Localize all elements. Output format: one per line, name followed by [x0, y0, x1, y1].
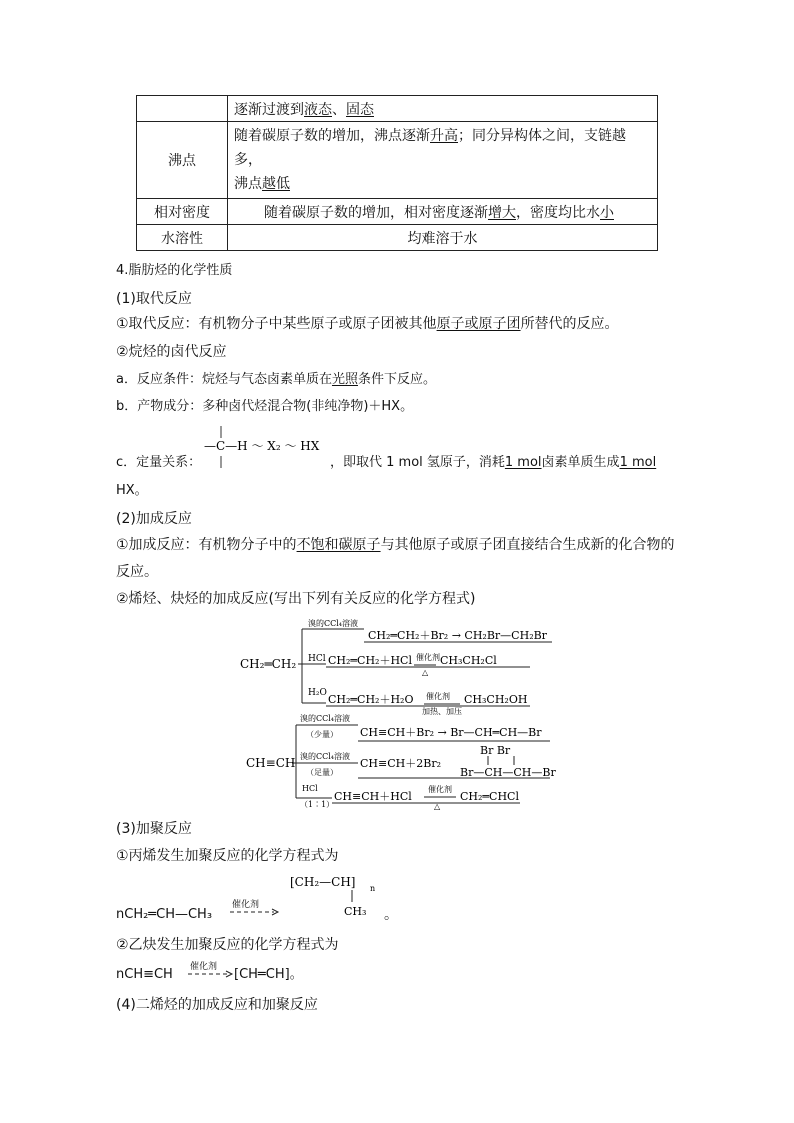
reagent-label: （1∶1） — [300, 800, 335, 809]
reagent-label: 溴的CCl₄溶液 — [300, 752, 351, 761]
reagent-label: HCl — [308, 654, 326, 664]
table-cell-value: 随着碳原子数的增加，相对密度逐渐增大，密度均比水小 — [228, 199, 658, 225]
equation-rhs: Br—CH—CH—Br — [460, 766, 556, 779]
quant-formula — [200, 426, 340, 470]
reaction-arrow — [186, 970, 236, 978]
equation-lhs: CH≡CH＋2Br₂ — [360, 757, 441, 770]
table-row — [137, 122, 658, 199]
condition: 催化剂 — [190, 962, 218, 972]
table-cell-label: 沸点 — [137, 122, 228, 199]
table-cell-value: 逐渐过渡到液态、固态 — [228, 96, 658, 122]
equation-lhs: CH₂═CH₂＋H₂O — [328, 693, 414, 706]
polymer-n: n — [370, 884, 376, 893]
condition: 催化剂 — [416, 653, 440, 662]
paragraph: HX。 — [116, 483, 148, 498]
section-title: 4.脂肪烃的化学性质 — [116, 263, 233, 278]
condition: 催化剂 — [426, 692, 450, 701]
heading-polymerization: (3)加聚反应 — [116, 821, 192, 837]
condition: △ — [422, 668, 429, 677]
equation-lhs: nCH₂═CH—CH₃ — [116, 907, 213, 922]
reagent-label: （足量） — [306, 768, 338, 777]
reagent-label: H₂O — [308, 688, 327, 698]
table-cell-value: 均难溶于水 — [228, 225, 658, 251]
paragraph: ②烯烃、炔烃的加成反应(写出下列有关反应的化学方程式) — [116, 591, 476, 607]
table-row — [137, 96, 658, 122]
equation: CH≡CH＋Br₂ → Br—CH═CH—Br — [360, 726, 542, 739]
equation-rhs: CH₃CH₂OH — [464, 693, 528, 706]
equation-rhs: CH₃CH₂Cl — [440, 654, 497, 667]
equation: CH₂═CH₂＋Br₂ → CH₂Br—CH₂Br — [368, 629, 547, 642]
addition-reaction-diagram — [240, 615, 570, 810]
condition: 催化剂 — [428, 785, 452, 794]
table-row — [137, 225, 658, 251]
condition: 催化剂 — [232, 900, 260, 910]
heading-substitution: (1)取代反应 — [116, 291, 192, 307]
polymer-repeat-unit: [CH₂—CH] — [290, 875, 356, 889]
table-cell-label: 相对密度 — [137, 199, 228, 225]
paragraph: a．反应条件：烷烃与气态卤素单质在光照条件下反应。 — [116, 372, 436, 387]
reagent-label: 溴的CCl₄溶液 — [300, 714, 351, 723]
equation-rhs: CH₂═CHCl — [460, 790, 519, 803]
table-cell-label: 水溶性 — [137, 225, 228, 251]
heading-diene: (4)二烯烃的加成反应和加聚反应 — [116, 997, 318, 1013]
polymer-product: [CH═CH]。 — [234, 967, 303, 982]
table-cell-value: 随着碳原子数的增加，沸点逐渐升高；同分异构体之间，支链越多， 沸点越低 — [228, 122, 658, 199]
equation-lhs: nCH≡CH — [116, 967, 173, 982]
table-cell-label — [137, 96, 228, 122]
polymer-structure — [288, 870, 388, 920]
equation-substituent: Br Br — [480, 744, 511, 757]
ethene-label: CH₂═CH₂ — [240, 657, 297, 671]
paragraph: b．产物成分：多种卤代烃混合物(非纯净物)＋HX。 — [116, 399, 414, 414]
heading-addition: (2)加成反应 — [116, 511, 192, 527]
paragraph: ①丙烯发生加聚反应的化学方程式为 — [116, 848, 339, 864]
reagent-label: （少量） — [306, 730, 338, 739]
paragraph: ，即取代 1 mol 氢原子，消耗1 mol卤素单质生成1 mol — [330, 455, 657, 470]
paragraph: ①加成反应：有机物分子中的不饱和碳原子与其他原子或原子团直接结合生成新的化合物的 — [116, 537, 675, 553]
table-row — [137, 199, 658, 225]
paragraph: c．定量关系： — [116, 455, 202, 470]
equation-lhs: CH₂═CH₂＋HCl — [328, 654, 412, 667]
reagent-label: 溴的CCl₄溶液 — [308, 619, 359, 628]
reagent-label: HCl — [302, 784, 318, 793]
equation-lhs: CH≡CH＋HCl — [334, 790, 412, 803]
condition: 加热、加压 — [422, 707, 462, 716]
reaction-arrow — [228, 908, 280, 916]
paragraph: 反应。 — [116, 564, 158, 580]
period: 。 — [384, 907, 398, 923]
ethyne-label: CH≡CH — [246, 756, 296, 770]
paragraph: ①取代反应：有机物分子中某些原子或原子团被其他原子或原子团所替代的反应。 — [116, 316, 619, 332]
polymer-substituent: CH₃ — [344, 905, 367, 918]
properties-table — [136, 95, 658, 251]
paragraph: ②烷烃的卤代反应 — [116, 344, 227, 360]
paragraph: ②乙炔发生加聚反应的化学方程式为 — [116, 937, 339, 953]
formula-text: —C—H ～ X₂ ～ HX — [204, 439, 320, 453]
condition: △ — [434, 802, 441, 810]
